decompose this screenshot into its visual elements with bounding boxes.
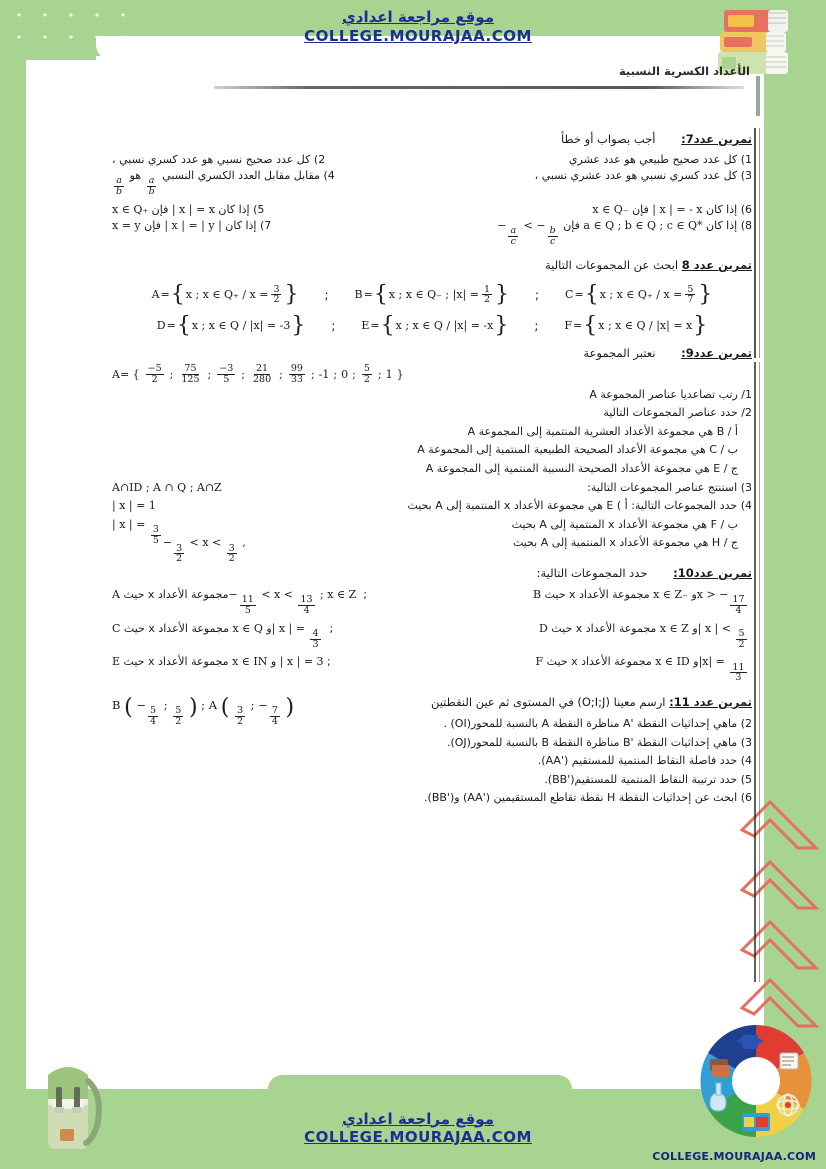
question-text: F هي مجموعة الأعداد x المنتمية إلى A بحيث	[511, 517, 717, 531]
exercise-9-question-4	[112, 497, 752, 515]
exercise-9-question-4c	[112, 534, 752, 565]
exercise-11-tag: تمرين عدد 11:	[669, 694, 752, 709]
set-separator: ;	[535, 287, 540, 302]
set-body: x ; x ∈ Q / |x| = -3	[191, 319, 291, 333]
exercise-11-question-4	[112, 752, 752, 770]
exercise-7-row-2	[112, 169, 752, 197]
question-number: 1/	[741, 387, 752, 401]
question-text: C هي مجموعة الأعداد الصحيحة الطبيعية المنتمية إلى المجموعة A	[417, 443, 717, 457]
set-body: x ; x ∈ Q₊ / x =	[599, 288, 683, 302]
element-frac-4: $\frac{21}{280}$	[252, 363, 272, 385]
question-expression: | x | = $\frac{3}{5}$	[112, 517, 159, 546]
vertical-rule-top-a	[754, 128, 756, 358]
set-text: مجموعة الأعداد x حيث	[551, 621, 657, 635]
exercise-11-question-6	[112, 789, 752, 807]
page-title: الأعداد الكسرية النسبية	[618, 64, 750, 78]
set-separator: ;	[331, 318, 336, 333]
item-then: فإن	[151, 202, 169, 216]
exercise-8-sets-row-2	[112, 313, 752, 338]
set-name: C	[112, 621, 121, 635]
item-text: كل عدد صحيح طبيعي هو عدد عشري	[568, 153, 738, 166]
item-result: x ∈ Q₊	[112, 202, 149, 216]
item-text: إذا كان	[218, 202, 250, 216]
question-number: ج /	[723, 536, 738, 550]
set-definition-A: A = { x ; x ∈ Q₊ / x = $\frac{3}{2}$ }	[151, 282, 299, 308]
set-membership: x ∈ Q	[232, 621, 263, 635]
question-text: رتب تصاعديا عناصر المجموعة A	[589, 387, 738, 401]
exercise-8-instruction: ابحث عن المجموعات التالية	[545, 258, 679, 273]
question-expression: | x | = 1	[112, 499, 156, 513]
question-text: B هي مجموعة الأعداد العشرية المنتمية إلى المجموعة A	[467, 424, 725, 438]
element-frac-6: $\frac{5}{2}$	[363, 363, 370, 385]
set-definition-C: C = { x ; x ∈ Q₊ / x = $\frac{5}{7}$ }	[565, 282, 713, 308]
exercise-11-points: B ( − $\frac{5}{4}$ ; $\frac{5}{2}$ ) ; A ( $\frac{3}{2}$ ; − $\frac{7}{4}$ )	[112, 694, 295, 728]
footer-watermark	[258, 1110, 578, 1148]
question-expression: − $\frac{3}{2}$ < x < $\frac{3}{2}$ ,	[162, 536, 246, 565]
set-definition-E: E = { x ; x ∈ Q / |x| = -x }	[361, 313, 509, 339]
exercise-8	[112, 258, 752, 338]
set-definition-B: B = { x ; x ∈ Q₋ ; |x| = $\frac{1}{2}$ }	[354, 282, 509, 308]
question-number: ب /	[720, 517, 738, 531]
element-frac-1: $\frac{-5}{2}$	[147, 363, 162, 385]
set-name: F	[564, 319, 573, 333]
question-text: حدد عناصر المجموعات التالية	[603, 406, 738, 420]
exercise-7-item-2: 2) كل عدد صحيح نسبي هو عدد كسري نسبي ،	[112, 153, 326, 166]
set-membership: x ∈ ID	[655, 655, 690, 669]
question-text: H هي مجموعة الأعداد x المنتمية إلى A بحيث	[512, 536, 721, 550]
item-text: كل عدد صحيح نسبي هو عدد كسري نسبي	[119, 153, 311, 166]
item-number: 3)	[740, 169, 752, 182]
corner-url-label: COLLEGE.MOURAJAA.COM	[652, 1150, 816, 1163]
footer-site-name-arabic: موقع مراجعة اعدادي	[342, 1109, 494, 1128]
set-text: مجموعة الأعداد x حيث	[123, 655, 229, 669]
exercise-9-question-2a	[112, 423, 752, 441]
exercise-10	[112, 566, 752, 683]
question-text: حدد ترتيبة النقاط المنتمية للمستقيم('BB).	[544, 772, 738, 786]
exercise-10-set-B	[533, 588, 752, 616]
set-body: x ; x ∈ Q / |x| = x	[598, 319, 693, 333]
exercise-9-header	[112, 346, 752, 360]
exercise-7-header	[112, 132, 752, 146]
exercise-7-row-1	[112, 153, 752, 166]
exercise-9-instruction: نعتبر المجموعة	[583, 346, 656, 361]
exercise-9-question-2b	[112, 441, 752, 459]
element-frac-2: $\frac{75}{125}$	[181, 363, 200, 385]
item-text: إذا كان	[706, 218, 738, 232]
conjunction: و	[691, 588, 697, 601]
set-text: مجموعة الأعداد x حيث	[123, 588, 229, 601]
set-name: B	[533, 588, 542, 601]
item-result: x = y	[112, 218, 141, 232]
exercise-10-instruction: حدد المجموعات التالية:	[536, 566, 648, 580]
set-membership: x ∈ IN	[232, 655, 268, 669]
question-number: 5)	[740, 772, 752, 786]
set-condition: | x | = 3	[279, 655, 324, 669]
set-condition: | x | < $\frac{5}{2}$	[697, 621, 745, 650]
exercise-10-set-A: ; − $\frac{11}{5}$ < x < $\frac{13}{4}$ ; x ∈ Z مجموعة الأعداد x حيث A	[112, 588, 367, 616]
set-separator: ;	[324, 287, 329, 302]
question-subtext: أ ) E هي مجموعة الأعداد x المنتمية إلى A بحيث	[407, 499, 628, 513]
exercise-9-question-3	[112, 479, 752, 497]
exercise-7-item-7	[112, 219, 271, 247]
exercise-7	[112, 132, 752, 246]
question-expression: A∩ID ; A ∩ Q ; A∩Z	[112, 480, 222, 494]
item-number: 6)	[740, 202, 752, 216]
set-condition: | x | = $\frac{4}{3}$	[271, 621, 319, 650]
set-definition-F: F = { x ; x ∈ Q / |x| = x }	[564, 313, 708, 339]
dot-pattern-decoration	[0, 0, 130, 56]
vertical-rule-bottom-a	[754, 362, 756, 982]
set-text: مجموعة الأعداد x حيث	[546, 655, 652, 669]
question-number: 6)	[740, 791, 752, 805]
question-number: 2/	[741, 406, 752, 420]
header-site-name-arabic: موقع مراجعة اعدادي	[342, 8, 494, 26]
set-condition: − $\frac{11}{5}$ < x < $\frac{13}{4}$ ; x ∈ Z	[228, 588, 357, 616]
question-text: E هي مجموعة الأعداد الصحيحة النسبية المنتمية إلى المجموعة A	[425, 462, 721, 476]
item-then: فإن	[563, 218, 580, 232]
item-tail: هو	[129, 169, 142, 182]
exercise-10-row-2	[112, 622, 752, 650]
exercise-10-row-1	[112, 588, 752, 616]
exercise-11	[112, 695, 752, 807]
item-then: فإن	[632, 202, 649, 216]
fraction-a-over-b: $\frac{a}{b}$	[148, 175, 155, 197]
exercise-8-tag: تمرين عدد 8	[681, 258, 752, 273]
element-frac-5: $\frac{99}{33}$	[290, 363, 303, 385]
item-number: 2)	[313, 153, 326, 166]
exercise-10-tag: تمرين عدد10:	[673, 566, 752, 580]
item-text: كل عدد كسري نسبي هو عدد عشري نسبي	[541, 169, 738, 182]
exercise-10-set-D	[539, 622, 752, 650]
exercise-11-instruction: ارسم معينا (O;I;J) في المستوى ثم عين النقطتين	[430, 694, 666, 709]
item-number: 8)	[740, 218, 752, 232]
backpack-icon	[22, 1053, 114, 1157]
item-text: إذا كان	[225, 218, 257, 232]
exercise-11-question-5	[112, 771, 752, 789]
element-int-2: 0	[341, 367, 349, 381]
set-name: D	[156, 319, 166, 333]
set-name: E	[112, 655, 121, 669]
set-body: x ; x ∈ Q₋ ; |x| =	[388, 288, 479, 302]
set-condition: |x| = $\frac{11}{3}$	[698, 655, 745, 684]
item-expression: | x | = - x	[652, 202, 703, 216]
exercise-9-tag: تمرين عدد9:	[681, 346, 752, 361]
exercise-9-question-2	[112, 404, 752, 422]
question-number: 4)	[740, 754, 752, 768]
question-text: حدد فاصلة النقاط المنتمية للمستقيم ('AA).	[537, 754, 738, 768]
set-membership: x ∈ Z₋	[653, 588, 688, 601]
exercise-7-item-1	[569, 153, 752, 166]
question-text: ماهي إحداثيات النقطة 'B مناظرة النقطة B بالنسبة للمحور(OJ).	[446, 735, 738, 749]
set-close-label: }	[396, 367, 404, 381]
question-text: ماهي إحداثيات النقطة 'A مناظرة النقطة A بالنسبة للمحور(OI) .	[443, 716, 738, 730]
exercise-9-question-2c	[112, 460, 752, 478]
item-number: 5)	[253, 202, 265, 216]
question-number: 3)	[740, 480, 752, 494]
header-site-url: COLLEGE.MOURAJAA.COM	[304, 26, 532, 45]
exercise-7-item-6	[592, 203, 752, 216]
bottom-band-notch	[268, 1075, 572, 1113]
item-expression: | x | = | y |	[164, 218, 222, 232]
vertical-rule-top-b	[759, 128, 760, 358]
conjunction: و	[270, 655, 277, 669]
worksheet-content	[112, 62, 752, 1052]
question-number: 3)	[740, 735, 752, 749]
header-watermark	[258, 8, 578, 46]
set-open-label: A= {	[112, 367, 140, 381]
element-frac-3: $\frac{-3}{5}$	[219, 363, 234, 385]
set-name: F	[535, 655, 544, 669]
document-title-block	[112, 62, 752, 96]
exercise-8-sets-row-1	[112, 282, 752, 307]
item-expression: | x | = x	[171, 202, 215, 216]
conjunction: و	[693, 655, 699, 669]
item-then: فإن	[144, 218, 161, 232]
set-name: A	[151, 288, 160, 302]
item-number: 4)	[323, 169, 335, 182]
set-name: B	[354, 288, 363, 302]
element-int-3: 1	[385, 367, 393, 381]
item-text: إذا كان	[706, 202, 738, 216]
set-name: E	[361, 319, 370, 333]
question-number: ب /	[720, 443, 738, 457]
set-body: x ; x ∈ Q₊ / x =	[185, 288, 269, 302]
set-condition: x > − $\frac{17}{4}$	[696, 588, 745, 616]
exercise-10-row-3	[112, 655, 752, 683]
question-text: حدد المجموعات التالية:	[631, 499, 738, 513]
exercise-10-header	[112, 566, 752, 580]
exercise-7-row-4	[112, 219, 752, 247]
set-name: A	[112, 588, 120, 601]
exercise-11-question-3	[112, 734, 752, 752]
set-text: مجموعة الأعداد x حيث	[544, 588, 650, 601]
vertical-rule-bottom-b	[759, 362, 760, 982]
question-number: 2)	[740, 716, 752, 730]
set-name: C	[565, 288, 574, 302]
element-int-1: -1	[318, 367, 330, 381]
question-number: 4)	[740, 499, 752, 513]
conjunction: و	[266, 621, 272, 635]
set-body: x ; x ∈ Q / |x| = -x	[395, 319, 494, 333]
item-number: 7)	[259, 218, 272, 232]
question-number: أ /	[727, 424, 738, 438]
set-text: مجموعة الأعداد x حيث	[123, 621, 229, 635]
set-name: D	[538, 621, 548, 635]
exercise-10-set-F	[536, 655, 752, 683]
exercise-9-question-1	[112, 386, 752, 404]
footer-site-url: COLLEGE.MOURAJAA.COM	[304, 1128, 532, 1147]
title-underline-rule	[214, 86, 744, 89]
fraction-a-over-b-2: $\frac{a}{b}$	[116, 175, 123, 197]
exercise-7-row-3	[112, 203, 752, 216]
exercise-7-tag: تمرين عدد7:	[681, 132, 752, 146]
item-expression: a ∈ Q ; b ∈ Q ; c ∈ Q*	[583, 218, 703, 232]
question-number: ج /	[723, 462, 738, 476]
chevron-decoration	[740, 790, 826, 1040]
question-text: استنتج عناصر المجموعات التالية:	[587, 480, 738, 494]
exercise-10-set-C: ; | x | = $\frac{4}{3}$ و x ∈ Q مجموعة الأعداد x حيث C	[112, 621, 334, 650]
inequality-expression: − $\frac{a}{c}$ < − $\frac{b}{c}$	[497, 218, 556, 247]
item-result: x ∈ Q₋	[592, 202, 629, 216]
set-separator: ;	[534, 318, 539, 333]
left-green-strip	[0, 0, 26, 1169]
exercise-7-item-3: 3) كل عدد كسري نسبي هو عدد عشري نسبي ،	[534, 169, 752, 182]
item-text: مقابل مقابل العدد الكسري النسبي	[162, 169, 320, 182]
set-membership: x ∈ Z	[659, 621, 689, 635]
set-definition-D: D = { x ; x ∈ Q / |x| = -3 }	[156, 313, 306, 339]
exercise-8-header	[112, 258, 752, 272]
conjunction: و	[692, 621, 698, 635]
item-number: 1)	[740, 153, 752, 166]
exercise-7-item-8	[497, 219, 752, 247]
exercise-7-item-4	[112, 169, 335, 197]
exercise-10-set-E: ; | x | = 3 و x ∈ IN مجموعة الأعداد x حيث E	[112, 655, 331, 669]
exercise-9-set-A: A= { $\frac{-5}{2}$ ; $\frac{75}{125}$ ; $\frac{-3}{5}$ ; $\frac{21}{280}$ ; $\frac{99}{33}$ ; -1 ; 0 ; $\frac{5}{2}$ ; 1 }	[112, 363, 404, 385]
exercise-7-item-5	[112, 203, 264, 216]
question-text: ابحث عن إحداثيات النقطة H نقطة تقاطع المستقيمين ('AA) و('BB).	[424, 791, 738, 805]
exercise-9	[112, 346, 752, 565]
exercise-7-instruction: أجب بصواب أو خطأ	[560, 132, 656, 146]
